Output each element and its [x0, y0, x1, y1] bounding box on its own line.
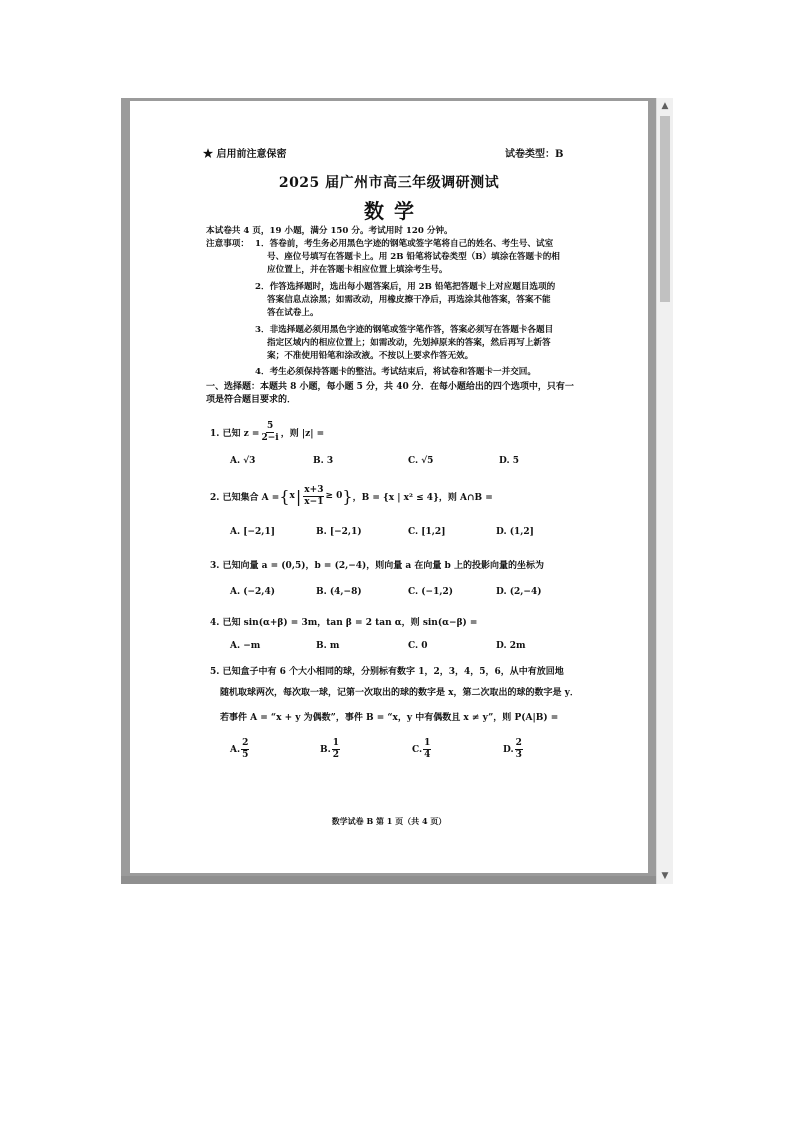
q4-option-c: C. 0: [408, 641, 428, 651]
note-line: 号、座位号填写在答题卡上。用 2B 铅笔将试卷类型（B）填涂在答题卡的相: [267, 252, 560, 262]
question-5-line: 随机取球两次，每次取一球，记第一次取出的球的数字是 x，第二次取出的球的数字是 y．: [220, 688, 579, 698]
question-5-line: 5. 已知盒子中有 6 个大小相同的球，分别标有数字 1，2，3，4，5，6，从中有放回地: [210, 667, 564, 677]
q2-var: x: [289, 491, 295, 501]
document-page: [130, 101, 648, 873]
q5-option-a-label: A.: [230, 744, 241, 755]
q1-numerator: 5: [266, 420, 274, 431]
question-3: 3. 已知向量 a = (0,5)，b = (2,−4)，则向量 a 在向量 b 上的投影向量的坐标为: [210, 561, 544, 571]
q5-option-c-den: 4: [424, 750, 431, 760]
q1-option-a: A. √3: [230, 456, 256, 466]
q2-option-b: B. [−2,1): [316, 527, 362, 537]
paper-type-label: 试卷类型：B: [505, 149, 564, 160]
section-heading-cont: 项是符合题目要求的．: [206, 395, 297, 405]
vertical-scrollbar[interactable]: [656, 98, 673, 884]
note-line: 2．作答选择题时，选出每小题答案后，用 2B 铅笔把答题卡上对应题目选项的: [255, 282, 556, 292]
question-5-line: 若事件 A = “x + y 为偶数”，事件 B = “x，y 中有偶数且 x ≠ y”，则 P(A|B) =: [220, 713, 559, 723]
scroll-down-icon[interactable]: ▼: [661, 871, 669, 881]
q5-option-b: [320, 739, 341, 760]
q1-option-b: B. 3: [313, 456, 334, 466]
q5-option-d: [503, 739, 524, 760]
q2-geq: ≥ 0: [325, 491, 343, 501]
q1-option-d: D. 5: [499, 456, 520, 466]
note-line: 3．非选择题必须用黑色字迹的钢笔或签字笔作答，答案必须写在答题卡各题目: [255, 325, 554, 335]
q2-fraction: [303, 486, 324, 507]
q5-option-b-fraction: [332, 739, 340, 760]
question-1: [210, 417, 324, 447]
q1-suffix: ，则 |z| =: [280, 428, 325, 439]
q2-prefix: 2. 已知集合 A =: [210, 492, 280, 503]
q2-numerator: x+3: [304, 484, 324, 495]
notes-label: 注意事项：: [206, 239, 249, 249]
q5-option-a-num: 2: [242, 738, 249, 748]
q5-option-c-num: 1: [424, 738, 431, 748]
note-line: 答在试卷上。: [267, 308, 319, 318]
section-heading: 一、选择题：本题共 8 小题，每小题 5 分，共 40 分．在每小题给出的四个选项中，只有一: [206, 382, 574, 392]
document-viewer: [121, 98, 673, 884]
q1-prefix: 1. 已知 z =: [210, 428, 260, 439]
q3-option-a: A. (−2,4): [230, 587, 275, 597]
q5-option-c-label: C.: [412, 744, 423, 755]
viewer-bottom-edge: [121, 876, 656, 884]
q4-option-d: D. 2m: [496, 641, 526, 651]
q5-option-c-fraction: [423, 739, 431, 760]
q5-option-d-label: D.: [503, 744, 514, 755]
q5-option-c: [412, 739, 432, 760]
q4-option-a: A. −m: [230, 641, 261, 651]
q3-option-b: B. (4,−8): [316, 587, 362, 597]
q5-option-d-num: 2: [515, 738, 522, 748]
q2-option-c: C. [1,2]: [408, 527, 446, 537]
q2-option-a: A. [−2,1]: [230, 527, 275, 537]
q1-denominator: 2−i: [261, 432, 279, 443]
q5-option-d-fraction: [515, 739, 523, 760]
note-line: 1．答卷前，考生务必用黑色字迹的钢笔或签字笔将自己的姓名、考生号、试室: [255, 239, 554, 249]
page-footer: 数学试卷 B 第 1 页（共 4 页）: [331, 816, 447, 826]
q5-option-b-label: B.: [320, 744, 331, 755]
q2-brace-close: }: [342, 486, 353, 506]
q4-option-b: B. m: [316, 641, 340, 651]
q5-option-b-den: 2: [332, 750, 340, 760]
q5-option-a: [230, 739, 250, 760]
confidential-label: ★ 启用前注意保密: [203, 149, 287, 160]
q3-option-d: D. (2,−4): [496, 587, 542, 597]
note-line: 指定区域内的相应位置上；如需改动，先划掉原来的答案，然后再写上新答: [267, 338, 551, 348]
q2-bar: |: [295, 486, 302, 506]
q5-option-d-den: 3: [515, 750, 522, 760]
scrollbar-thumb[interactable]: [660, 116, 670, 302]
q3-option-c: C. (−1,2): [408, 587, 453, 597]
exam-info: 本试卷共 4 页，19 小题，满分 150 分。考试用时 120 分钟。: [206, 226, 453, 236]
q2-mid: ，B = {x | x² ≤ 4}，则 A∩B =: [352, 492, 493, 503]
scroll-up-icon[interactable]: ▲: [661, 101, 669, 111]
q2-denominator: x−1: [304, 496, 324, 507]
q2-brace-open: {: [279, 486, 290, 506]
q2-option-d: D. (1,2]: [496, 527, 534, 537]
q5-option-a-fraction: [241, 739, 249, 760]
exam-title: 2025 届广州市高三年级调研测试: [278, 175, 500, 191]
question-4: 4. 已知 sin(α+β) = 3m，tan β = 2 tan α，则 sin(α−β) =: [210, 618, 478, 628]
note-line: 案；不准使用铅笔和涂改液。不按以上要求作答无效。: [267, 351, 474, 361]
q1-fraction: [260, 422, 279, 443]
q5-option-b-num: 1: [332, 738, 340, 748]
q5-option-a-den: 5: [242, 750, 249, 760]
note-line: 答案信息点涂黑；如需改动，用橡皮擦干净后，再选涂其他答案，答案不能: [267, 295, 551, 305]
q1-option-c: C. √5: [408, 456, 434, 466]
question-2: [210, 478, 493, 514]
note-line: 4．考生必须保持答题卡的整洁。考试结束后，将试卷和答题卡一并交回。: [255, 367, 536, 377]
note-line: 应位置上，并在答题卡相应位置上填涂考生号。: [267, 265, 448, 275]
subject-title: 数学: [364, 199, 424, 223]
